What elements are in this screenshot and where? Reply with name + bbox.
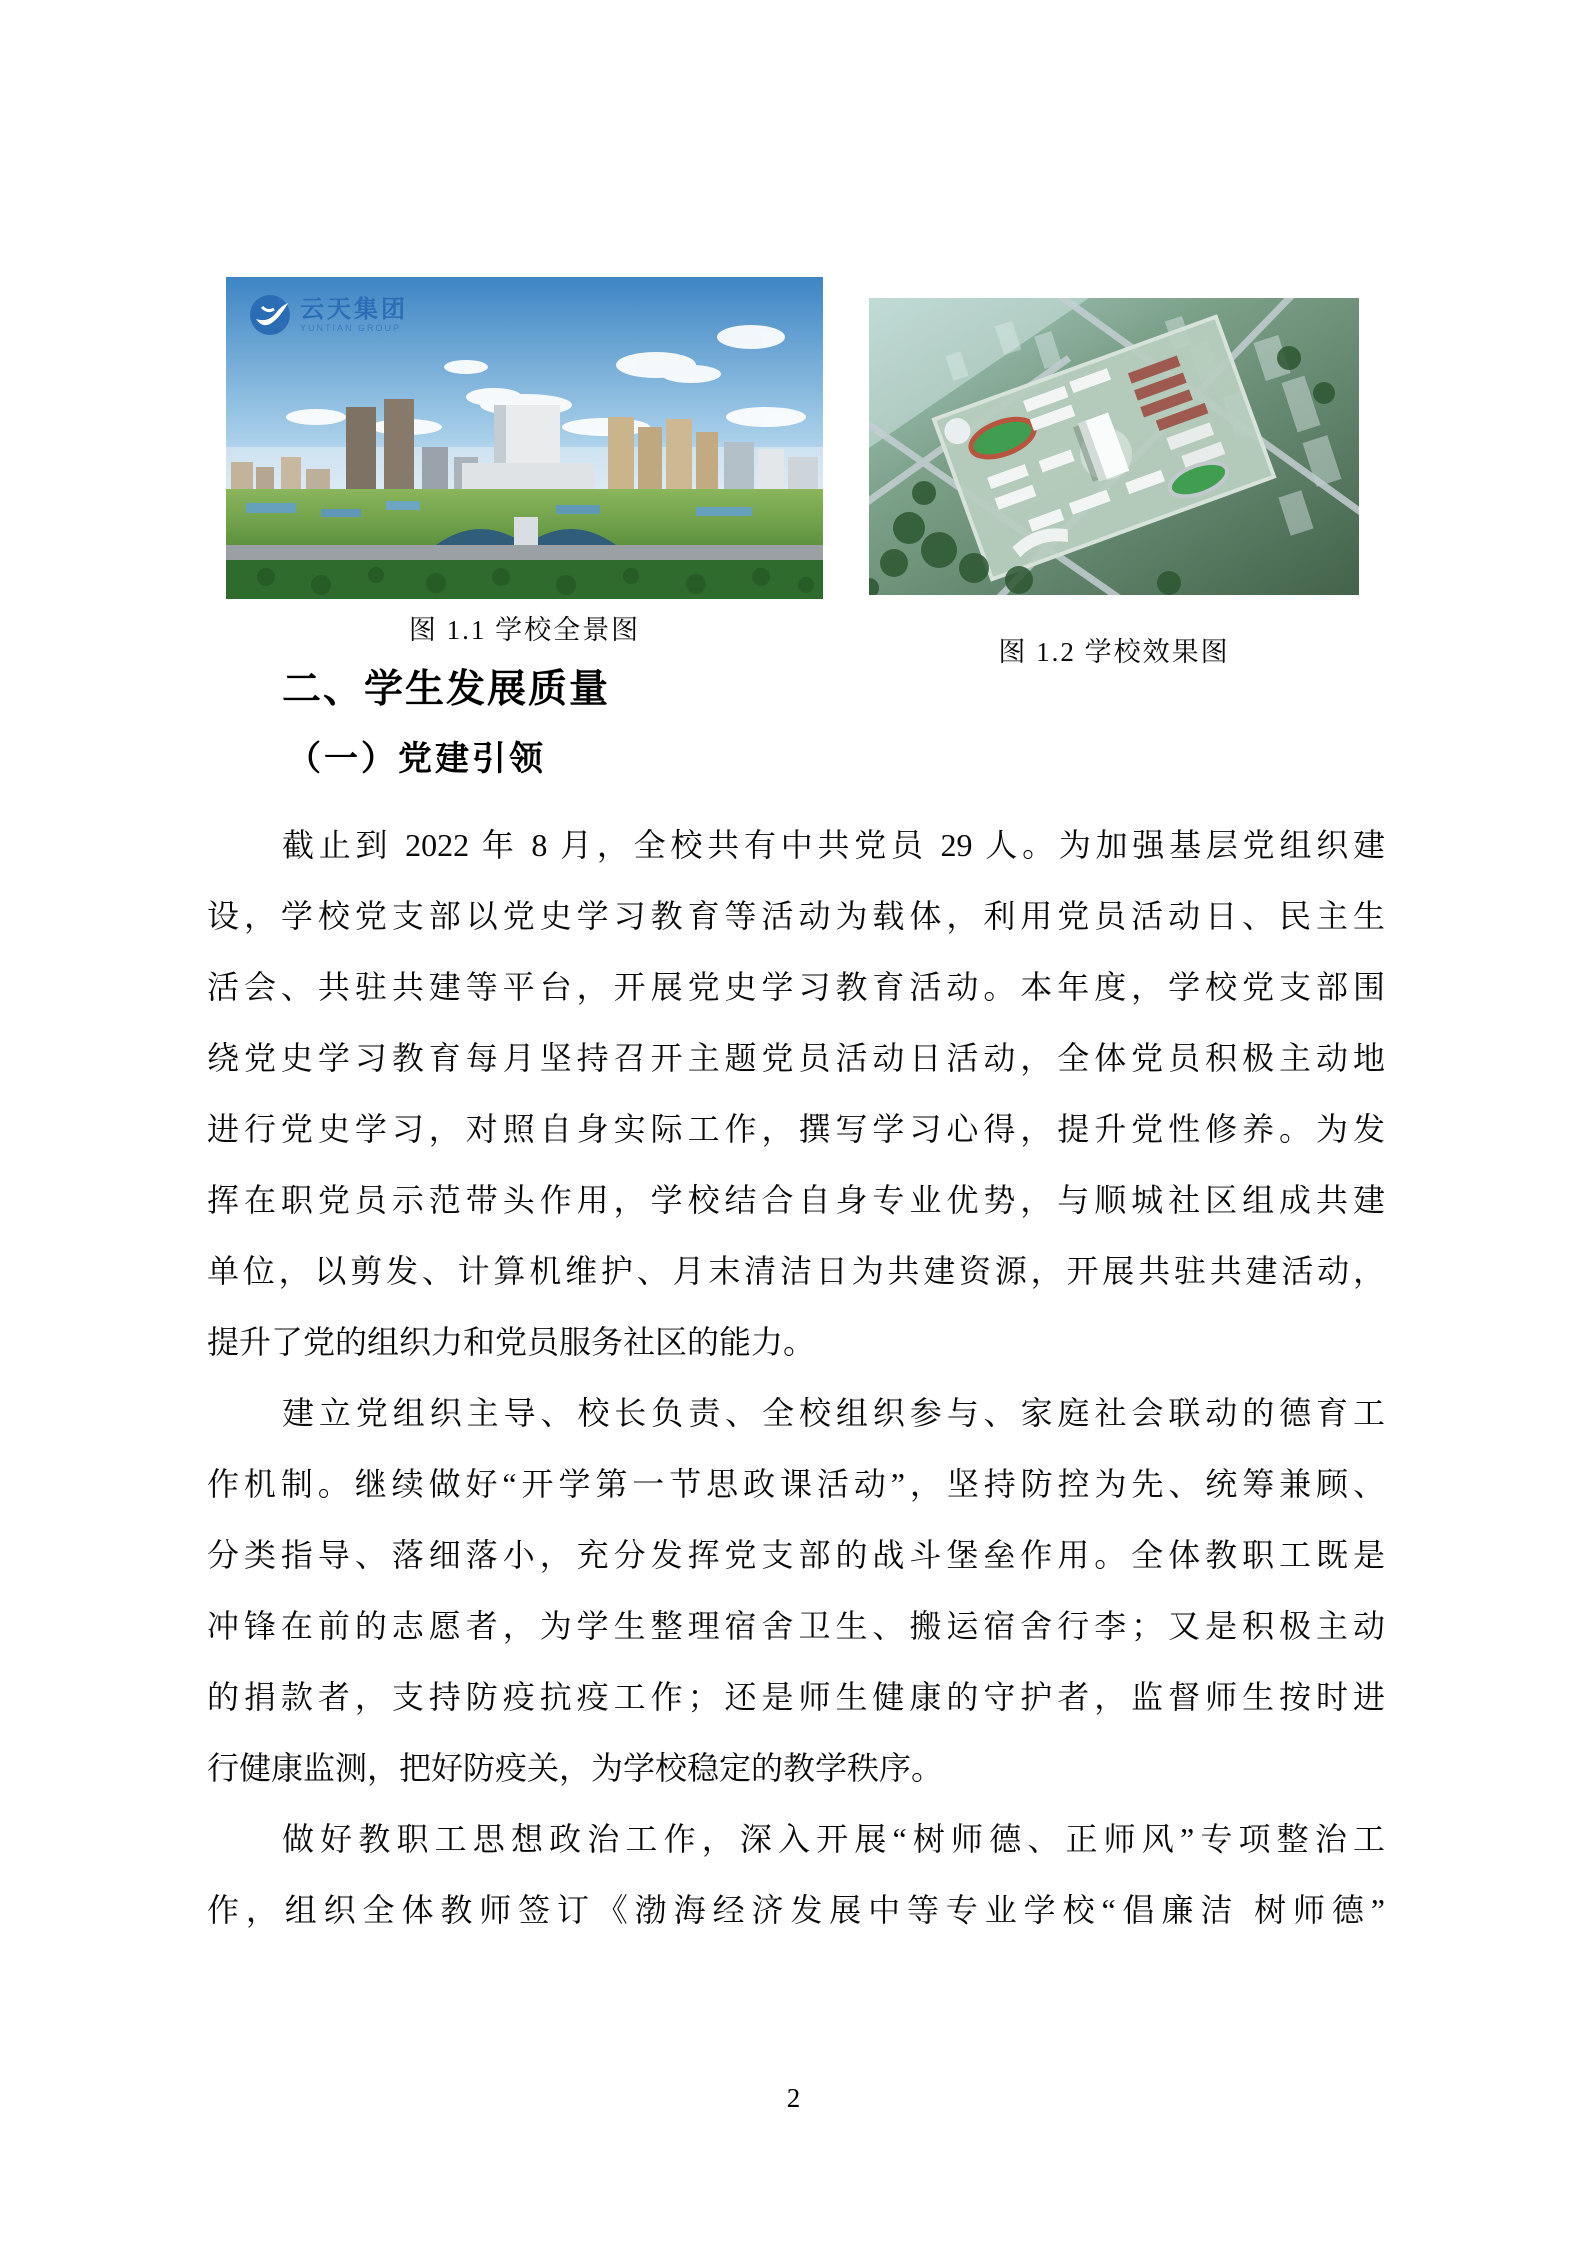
body-line: 作，组织全体教师签订《渤海经济发展中等专业学校“倡廉洁 树师德” bbox=[207, 1892, 1385, 1928]
subsection-heading: （一）党建引领 bbox=[287, 741, 546, 778]
body-line: 单位，以剪发、计算机维护、月末清洁日为共建资源，开展共驻共建活动， bbox=[207, 1253, 1385, 1289]
figure-1-caption: 图 1.1 学校全景图 bbox=[408, 615, 641, 645]
body-line: 截止到 2022 年 8 月，全校共有中共党员 29 人。为加强基层党组织建 bbox=[282, 827, 1385, 863]
logo-text: 云天集团 bbox=[300, 296, 408, 324]
section-heading: 二、学生发展质量 bbox=[282, 668, 611, 711]
body-line: 做好教职工思想政治工作，深入开展“树师德、正师风”专项整治工 bbox=[282, 1821, 1385, 1857]
yuntian-group-logo bbox=[248, 293, 408, 337]
body-line: 作机制。继续做好“开学第一节思政课活动”，坚持防控为先、统筹兼顾、 bbox=[207, 1466, 1385, 1502]
body-text bbox=[207, 810, 1385, 1946]
body-line: 提升了党的组织力和党员服务社区的能力。 bbox=[207, 1324, 816, 1360]
logo-subtext: YUNTIAN GROUP bbox=[300, 322, 402, 333]
body-line: 挥在职党员示范带头作用，学校结合自身专业优势，与顺城社区组成共建 bbox=[207, 1182, 1385, 1218]
body-line: 冲锋在前的志愿者，为学生整理宿舍卫生、搬运宿舍行李；又是积极主动 bbox=[207, 1608, 1385, 1644]
rendering-illustration bbox=[869, 298, 1359, 595]
school-rendering-photo bbox=[869, 298, 1359, 595]
body-line: 行健康监测，把好防疫关，为学校稳定的教学秩序。 bbox=[207, 1750, 944, 1786]
body-line: 的捐款者，支持防疫抗疫工作；还是师生健康的守护者，监督师生按时进 bbox=[207, 1679, 1385, 1715]
figure-2-caption: 图 1.2 学校效果图 bbox=[998, 637, 1230, 667]
page-number: 2 bbox=[786, 2083, 801, 2113]
body-line: 建立党组织主导、校长负责、全校组织参与、家庭社会联动的德育工 bbox=[282, 1395, 1385, 1431]
body-line: 活会、共驻共建等平台，开展党史学习教育活动。本年度，学校党支部围 bbox=[207, 969, 1385, 1005]
body-line: 设，学校党支部以党史学习教育等活动为载体，利用党员活动日、民主生 bbox=[207, 898, 1385, 934]
body-line: 绕党史学习教育每月坚持召开主题党员活动日活动，全体党员积极主动地 bbox=[207, 1040, 1385, 1076]
yuntian-logo-swoosh-icon bbox=[248, 293, 292, 337]
body-line: 分类指导、落细落小，充分发挥党支部的战斗堡垒作用。全体教职工既是 bbox=[207, 1537, 1385, 1573]
body-line: 进行党史学习，对照自身实际工作，撰写学习心得，提升党性修养。为发 bbox=[207, 1111, 1385, 1147]
